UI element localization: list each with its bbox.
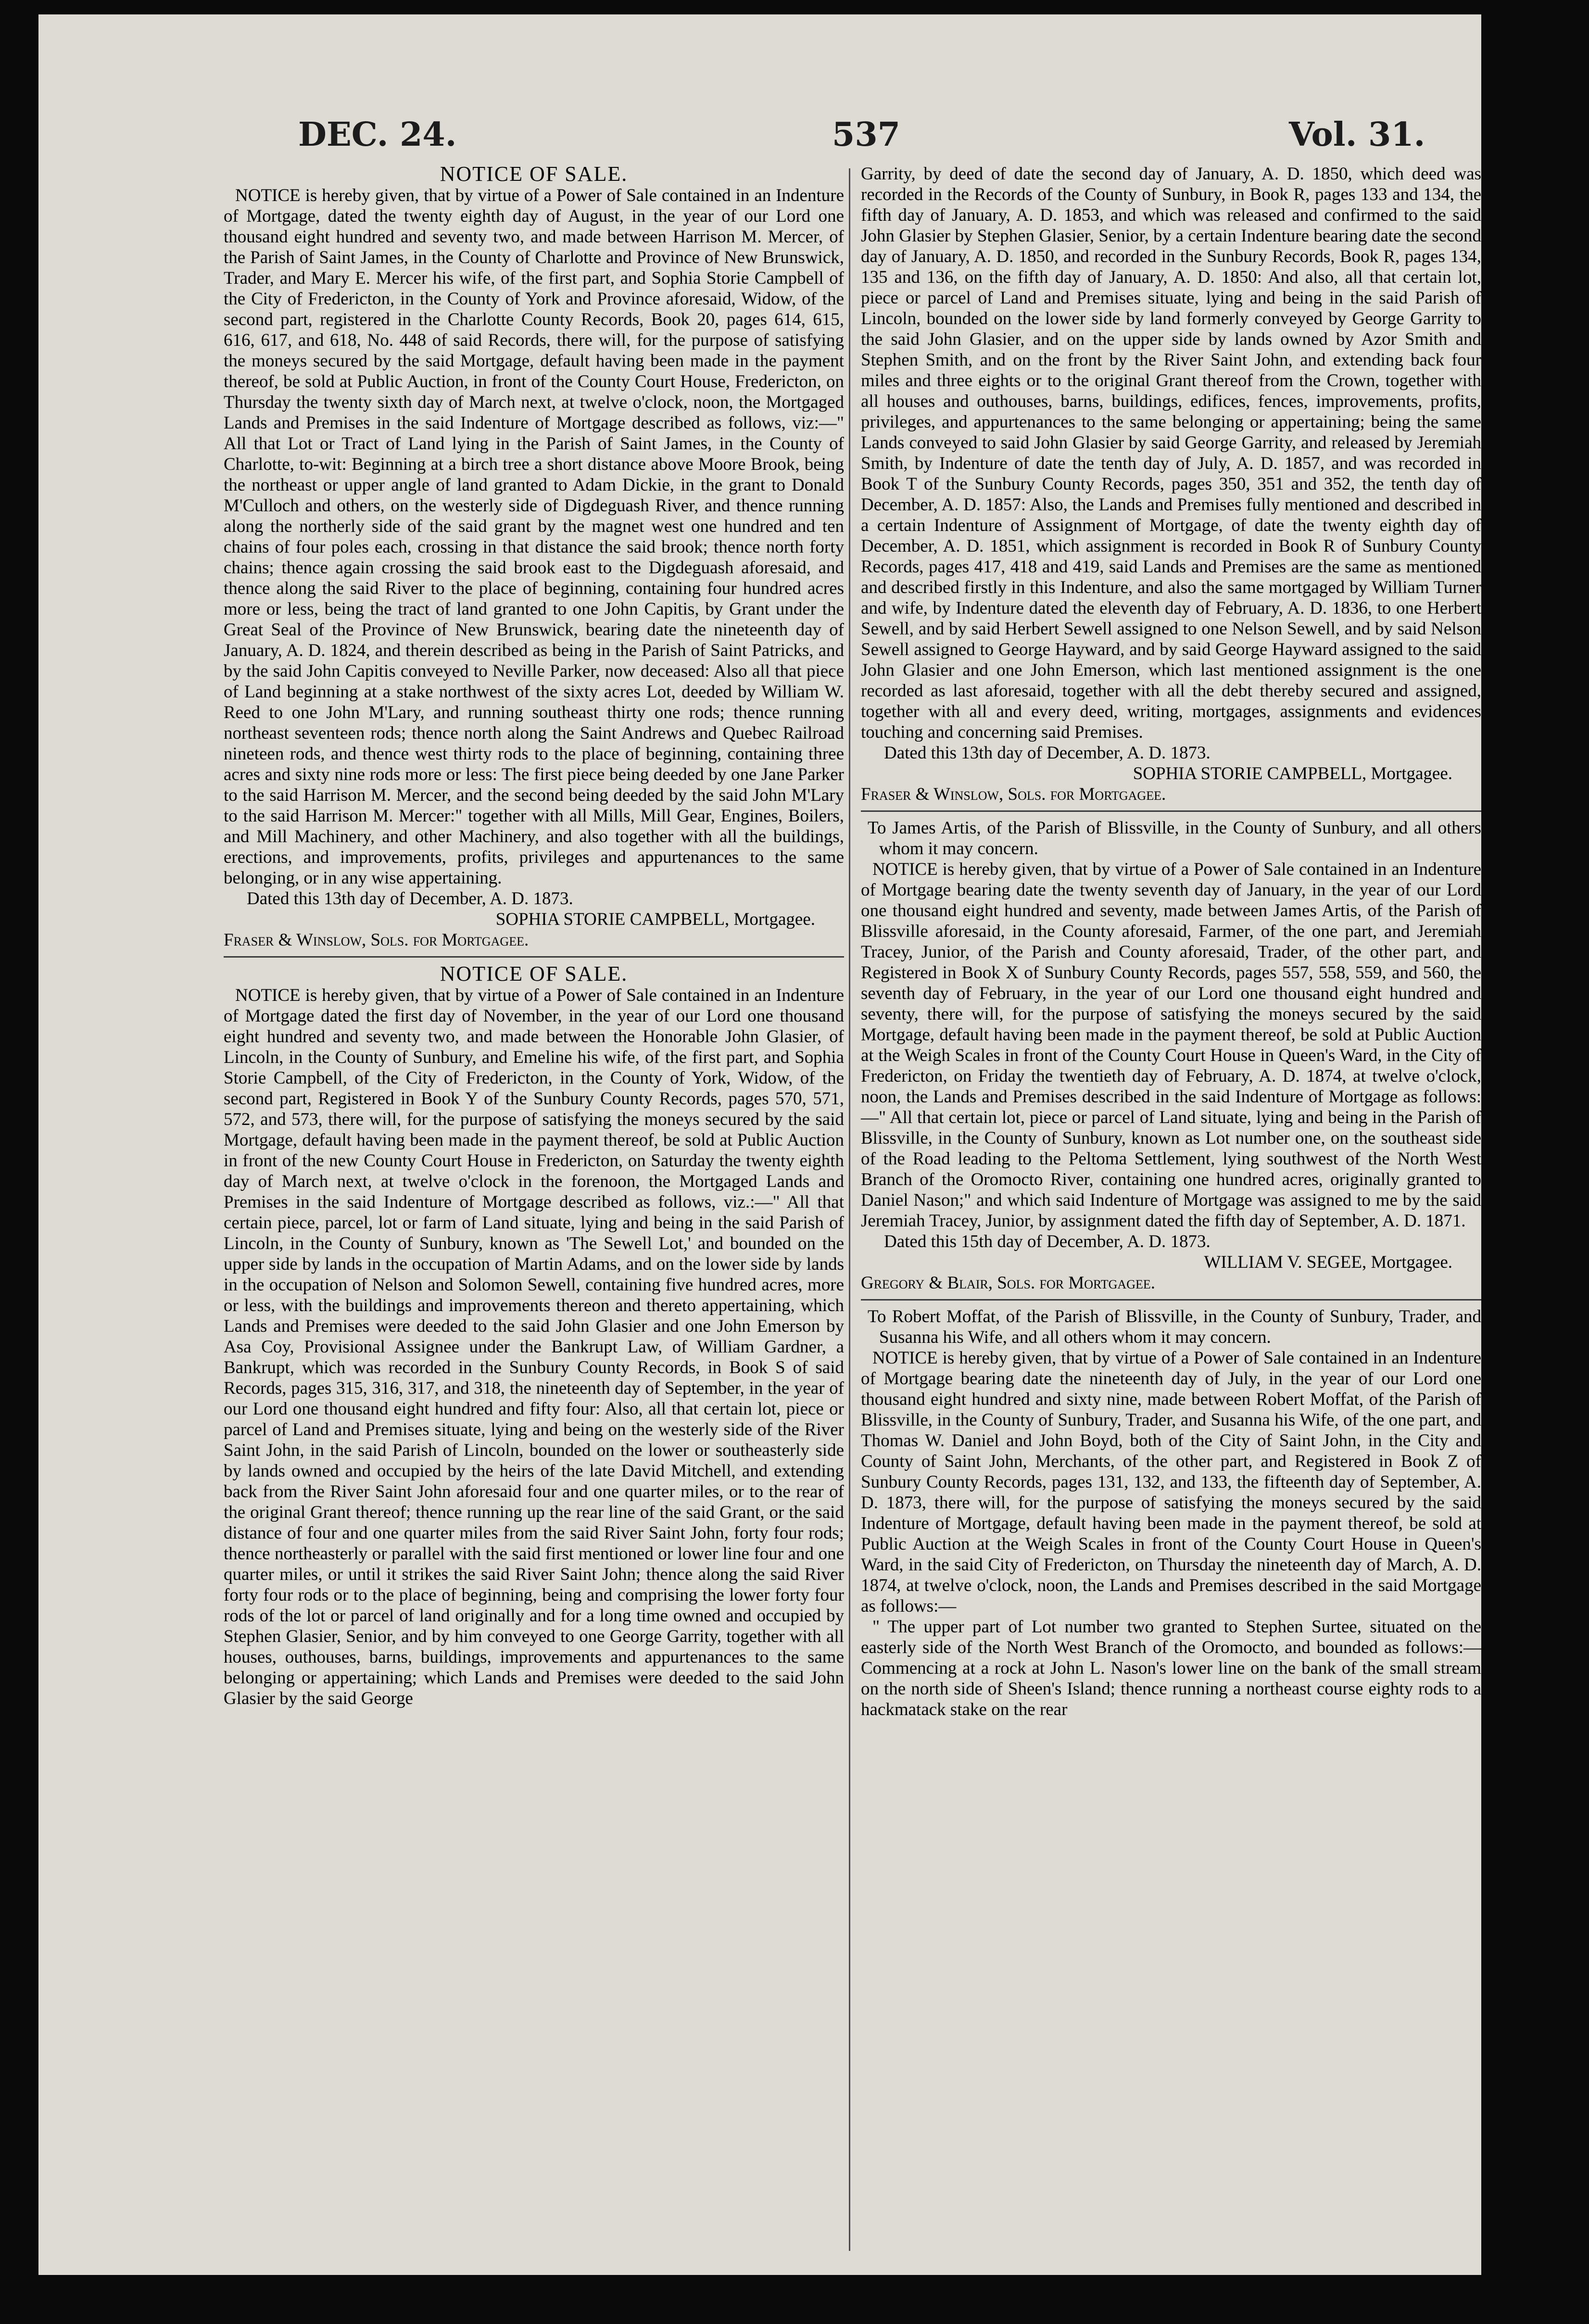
notice3-address: To James Artis, of the Parish of Blissville, in the County of Sunbury, and all others whom it may concern.: [868, 818, 1481, 859]
notice1-heading: NOTICE OF SALE.: [440, 162, 628, 186]
notice3-signature: WILLIAM V. SEGEE, Mortgagee.: [1204, 1252, 1452, 1272]
notice3-solicitors: Gregory & Blair, Sols. for Mortgagee.: [861, 1273, 1156, 1293]
right-column: [861, 164, 1481, 1720]
notice4-body: NOTICE is hereby given, that by virtue of a Power of Sale contained in an Indenture of Mortgage bearing date the nineteenth day of July, in the year of our Lord one thousand eight hundred and sixty nine, made between Robert Moffat, of the Parish of Blissville, in the County of Sunbury, Trader, and Susanna his Wife, of the one part, and Thomas W. Daniel and John Boyd, both of the City of Saint John, in the City and County of Saint John, Merchants, of the other part, and Registered in Book Z of Sunbury County Records, pages 131, 132, and 133, the fifteenth day of September, A. D. 1873, there will, for the purpose of satisfying the moneys secured by the said Indenture of Mortgage, default having been made in the payment thereof, be sold at Public Auction at the Weigh Scales in front of the County Court House in Queen's Ward, in the said City of Fredericton, on Thursday the nineteenth day of March, A. D. 1874, at twelve o'clock, noon, the Lands and Premises described in the said Mortgage as follows:—: [861, 1348, 1481, 1616]
column-divider: [849, 168, 850, 2251]
notice1-solicitors: Fraser & Winslow, Sols. for Mortgagee.: [224, 930, 529, 950]
notice2-dated: Dated this 13th day of December, A. D. 1873.: [884, 743, 1211, 763]
notice2-body-left: NOTICE is hereby given, that by virtue of a Power of Sale contained in an Indenture of Mortgage dated the first day of November, in the year of our Lord one thousand eight hundred and seventy two, and made between the Honorable John Glasier, of Lincoln, in the County of Sunbury, and Emeline his wife, of the first part, and Sophia Storie Campbell, of the City of Fredericton, in the County of York, Widow, of the second part, Registered in Book Y of the Sunbury County Records, pages 570, 571, 572, and 573, there will, for the purpose of satisfying the moneys secured by the said Mortgage, default having been made in the payment thereof, be sold at Public Auction in front of the new County Court House in Fredericton, on Saturday the twenty eighth day of March next, at twelve o'clock in the forenoon, the Mortgaged Lands and Premises in the said Indenture of Mortgage described as follows, viz.:—" All that certain piece, parcel, lot or farm of Land situate, lying and being in the said Parish of Lincoln, in the County of Sunbury, known as 'The Sewell Lot,' and bounded on the upper side by lands in the occupation of Martin Adams, and on the lower side by lands in the occupation of Nelson and Solomon Sewell, containing five hundred acres, more or less, with the buildings and improvements thereon and thereto appertaining, which Lands and Premises were deeded to the said John Glasier and one John Emerson by Asa Coy, Provisional Assignee under the Bankrupt Law, of William Gardner, a Bankrupt, which was recorded in the Sunbury County Records, in Book S of said Records, pages 315, 316, 317, and 318, the nineteenth day of September, in the year of our Lord one thousand eight hundred and fifty four: Also, all that certain lot, piece or parcel of Land and Premises situate, lying and being on the westerly side of the River Saint John, in the said Parish of Lincoln, bounded on the lower or southeasterly side by lands owned and occupied by the heirs of the late David Mitchell, and extending back from the River Saint John aforesaid four and one quarter miles, or to the rear of the original Grant thereof; thence running up the rear line of the said Grant, or the said distance of four and one quarter miles from the said River Saint John, forty four rods; thence northeasterly or parallel with the said first mentioned or lower line four and one quarter miles, or until it strikes the said River Saint John; thence along the said River forty four rods or to the place of beginning, being and comprising the lower forty four rods of the lot or parcel of land originally and for a long time owned and occupied by Stephen Glasier, Senior, and by him conveyed to one George Garrity, together with all houses, outhouses, barns, buildings, improvements and appurtenances to the same belonging or appertaining; which Lands and Premises were deeded to the said John Glasier by the said George: [224, 985, 844, 1708]
notice4-body-continued: " The upper part of Lot number two granted to Stephen Surtee, situated on the easterly side of the North West Branch of the Oromocto, and bounded as follows:—Commencing at a rock at John L. Nason's lower line on the bank of the small stream on the north side of Sheen's Island; thence running a northeast course eighty rods to a hackmatack stake on the rear: [861, 1617, 1481, 1719]
header-volume: Vol. 31.: [1289, 115, 1425, 154]
notice2-body-right: Garrity, by deed of date the second day of January, A. D. 1850, which deed was recorded in the Records of the County of Sunbury, in Book R, pages 133 and 134, the fifth day of January, A. D. 1853, and which was released and confirmed to the said John Glasier by Stephen Glasier, Senior, by a certain Indenture bearing date the second day of January, A. D. 1850, and recorded in the Sunbury Records, Book R, pages 134, 135 and 136, on the fifth day of January, A. D. 1850: And also, all that certain lot, piece or parcel of Land and Premises situate, lying and being in the said Parish of Lincoln, bounded on the lower side by land formerly conveyed by George Garrity to the said John Glasier, and on the upper side by lands owned by Azor Smith and Stephen Smith, and on the front by the River Saint John, and extending back four miles and three eights or to the original Grant thereof from the Crown, together with all houses and outhouses, barns, buildings, edifices, fences, improvements, profits, privileges, and appurtenances to the same belonging or appertaining; being the same Lands conveyed to said John Glasier by said George Garrity, and released by Jeremiah Smith, by Indenture of date the tenth day of July, A. D. 1857, and was recorded in Book T of the Sunbury County Records, pages 350, 351 and 352, the tenth day of December, A. D. 1857: Also, the Lands and Premises fully mentioned and described in a certain Indenture of Assignment of Mortgage, of date the twenty eighth day of December, A. D. 1851, which assignment is recorded in Book R of Sunbury County Records, pages 417, 418 and 419, said Lands and Premises are the same as mentioned and described firstly in this Indenture, and also the same mortgaged by William Turner and wife, by Indenture dated the eleventh day of February, A. D. 1836, to one Herbert Sewell, and by said Herbert Sewell assigned to one Nelson Sewell, and by said Nelson Sewell assigned to George Hayward, and by said George Hayward assigned to the said John Glasier and one John Emerson, which last mentioned assignment is the one recorded as last aforesaid, together with all the debt thereby secured and assigned, together with all and every deed, writing, mortgages, assignments and evidences touching and concerning said Premises.: [861, 164, 1481, 742]
notice1-dated: Dated this 13th day of December, A. D. 1873.: [247, 889, 573, 909]
separator-rule: [861, 1299, 1481, 1301]
notice3-dated: Dated this 15th day of December, A. D. 1873.: [884, 1232, 1211, 1251]
separator-rule: [224, 956, 844, 958]
notice1-body: NOTICE is hereby given, that by virtue of a Power of Sale contained in an Indenture of Mortgage, dated the twenty eighth day of August, in the year of our Lord one thousand eight hundred and seventy two, and made between Harrison M. Mercer, of the Parish of Saint James, in the County of Charlotte and Province of New Brunswick, Trader, and Mary E. Mercer his wife, of the first part, and Sophia Storie Campbell of the City of Fredericton, in the County of York and Province aforesaid, Widow, of the second part, registered in the Charlotte County Records, Book 20, pages 614, 615, 616, 617, and 618, No. 448 of said Records, there will, for the purpose of satisfying the moneys secured by the said Mortgage, default having been made in the payment thereof, be sold at Public Auction, in front of the County Court House, Fredericton, on Thursday the twenty sixth day of March next, at twelve o'clock, noon, the Mortgaged Lands and Premises in the said Indenture of Mortgage described as follows, viz:—" All that Lot or Tract of Land lying in the Parish of Saint James, in the County of Charlotte, to-wit: Beginning at a birch tree a short distance above Moore Brook, being the northeast or upper angle of land granted to Adam Dickie, in the grant to Donald M'Culloch and others, on the westerly side of Digdeguash River, and thence running along the northerly side of the said grant by the magnet west one hundred and ten chains of four poles each, crossing in that distance the said brook; thence north forty chains; thence again crossing the said brook east to the Digdeguash aforesaid, and thence along the said River to the place of beginning, containing four hundred acres more or less, being the tract of land granted to one John Capitis, by Grant under the Great Seal of the Province of New Brunswick, bearing date the nineteenth day of January, A. D. 1824, and therein described as being in the Parish of Saint Patricks, and by the said John Capitis conveyed to Neville Parker, now deceased: Also all that piece of Land beginning at a stake northwest of the sixty acres Lot, deeded by William W. Reed to one John M'Lary, and running southeast thirty one rods; thence running northeast seventeen rods; thence north along the Saint Andrews and Quebec Railroad nineteen rods, and thence west thirty rods to the place of beginning, containing three acres and sixty nine rods more or less: The first piece being deeded by one Jane Parker to the said Harrison M. Mercer, and the second being deeded by the said John M'Lary to the said Harrison M. Mercer:" together with all Mills, Mill Gear, Engines, Boilers, and Mill Machinery, and other Machinery, and also together with all the buildings, erections, and improvements, profits, privileges and appurtenances to the same belonging, or in any wise appertaining.: [224, 186, 844, 888]
notice4-address: To Robert Moffat, of the Parish of Blissville, in the County of Sunbury, Trader, and Susanna his Wife, and all others whom it may concern.: [868, 1307, 1481, 1347]
notice2-heading: NOTICE OF SALE.: [440, 962, 628, 985]
notice2-solicitors: Fraser & Winslow, Sols. for Mortgagee.: [861, 784, 1166, 804]
left-column: [224, 164, 844, 1709]
notice1-signature: SOPHIA STORIE CAMPBELL, Mortgagee.: [495, 909, 815, 929]
header-date: DEC. 24.: [298, 115, 457, 154]
notice2-signature: SOPHIA STORIE CAMPBELL, Mortgagee.: [1133, 764, 1452, 783]
notice3-body: NOTICE is hereby given, that by virtue of a Power of Sale contained in an Indenture of Mortgage bearing date the twenty seventh day of January, in the year of our Lord one thousand eight hundred and seventy, made between James Artis, of the Parish of Blissville aforesaid, in the County aforesaid, Farmer, of the one part, and Jeremiah Tracey, Junior, of the Parish and County aforesaid, Trader, of the other part, and Registered in Book X of Sunbury County Records, pages 557, 558, 559, and 560, the seventh day of February, in the year of our Lord one thousand eight hundred and seventy, there will, for the purpose of satisfying the moneys secured by the said Mortgage, default having been made in the payment thereof, be sold at Public Auction at the Weigh Scales in front of the County Court House in Queen's Ward, in the City of Fredericton, on Friday the twentieth day of February, A. D. 1874, at twelve o'clock, noon, the Lands and Premises described in the said Indenture of Mortgage as follows:—" All that certain lot, piece or parcel of Land situate, lying and being in the Parish of Blissville, in the County of Sunbury, known as Lot number one, on the southeast side of the Road leading to the Peltoma Settlement, lying southwest of the North West Branch of the Oromocto River, containing one hundred acres, originally granted to Daniel Nason;" and which said Indenture of Mortgage was assigned to me by the said Jeremiah Tracey, Junior, by assignment dated the fifth day of September, A. D. 1871.: [861, 859, 1481, 1231]
separator-rule: [861, 810, 1481, 812]
header-page-number: 537: [832, 115, 900, 154]
